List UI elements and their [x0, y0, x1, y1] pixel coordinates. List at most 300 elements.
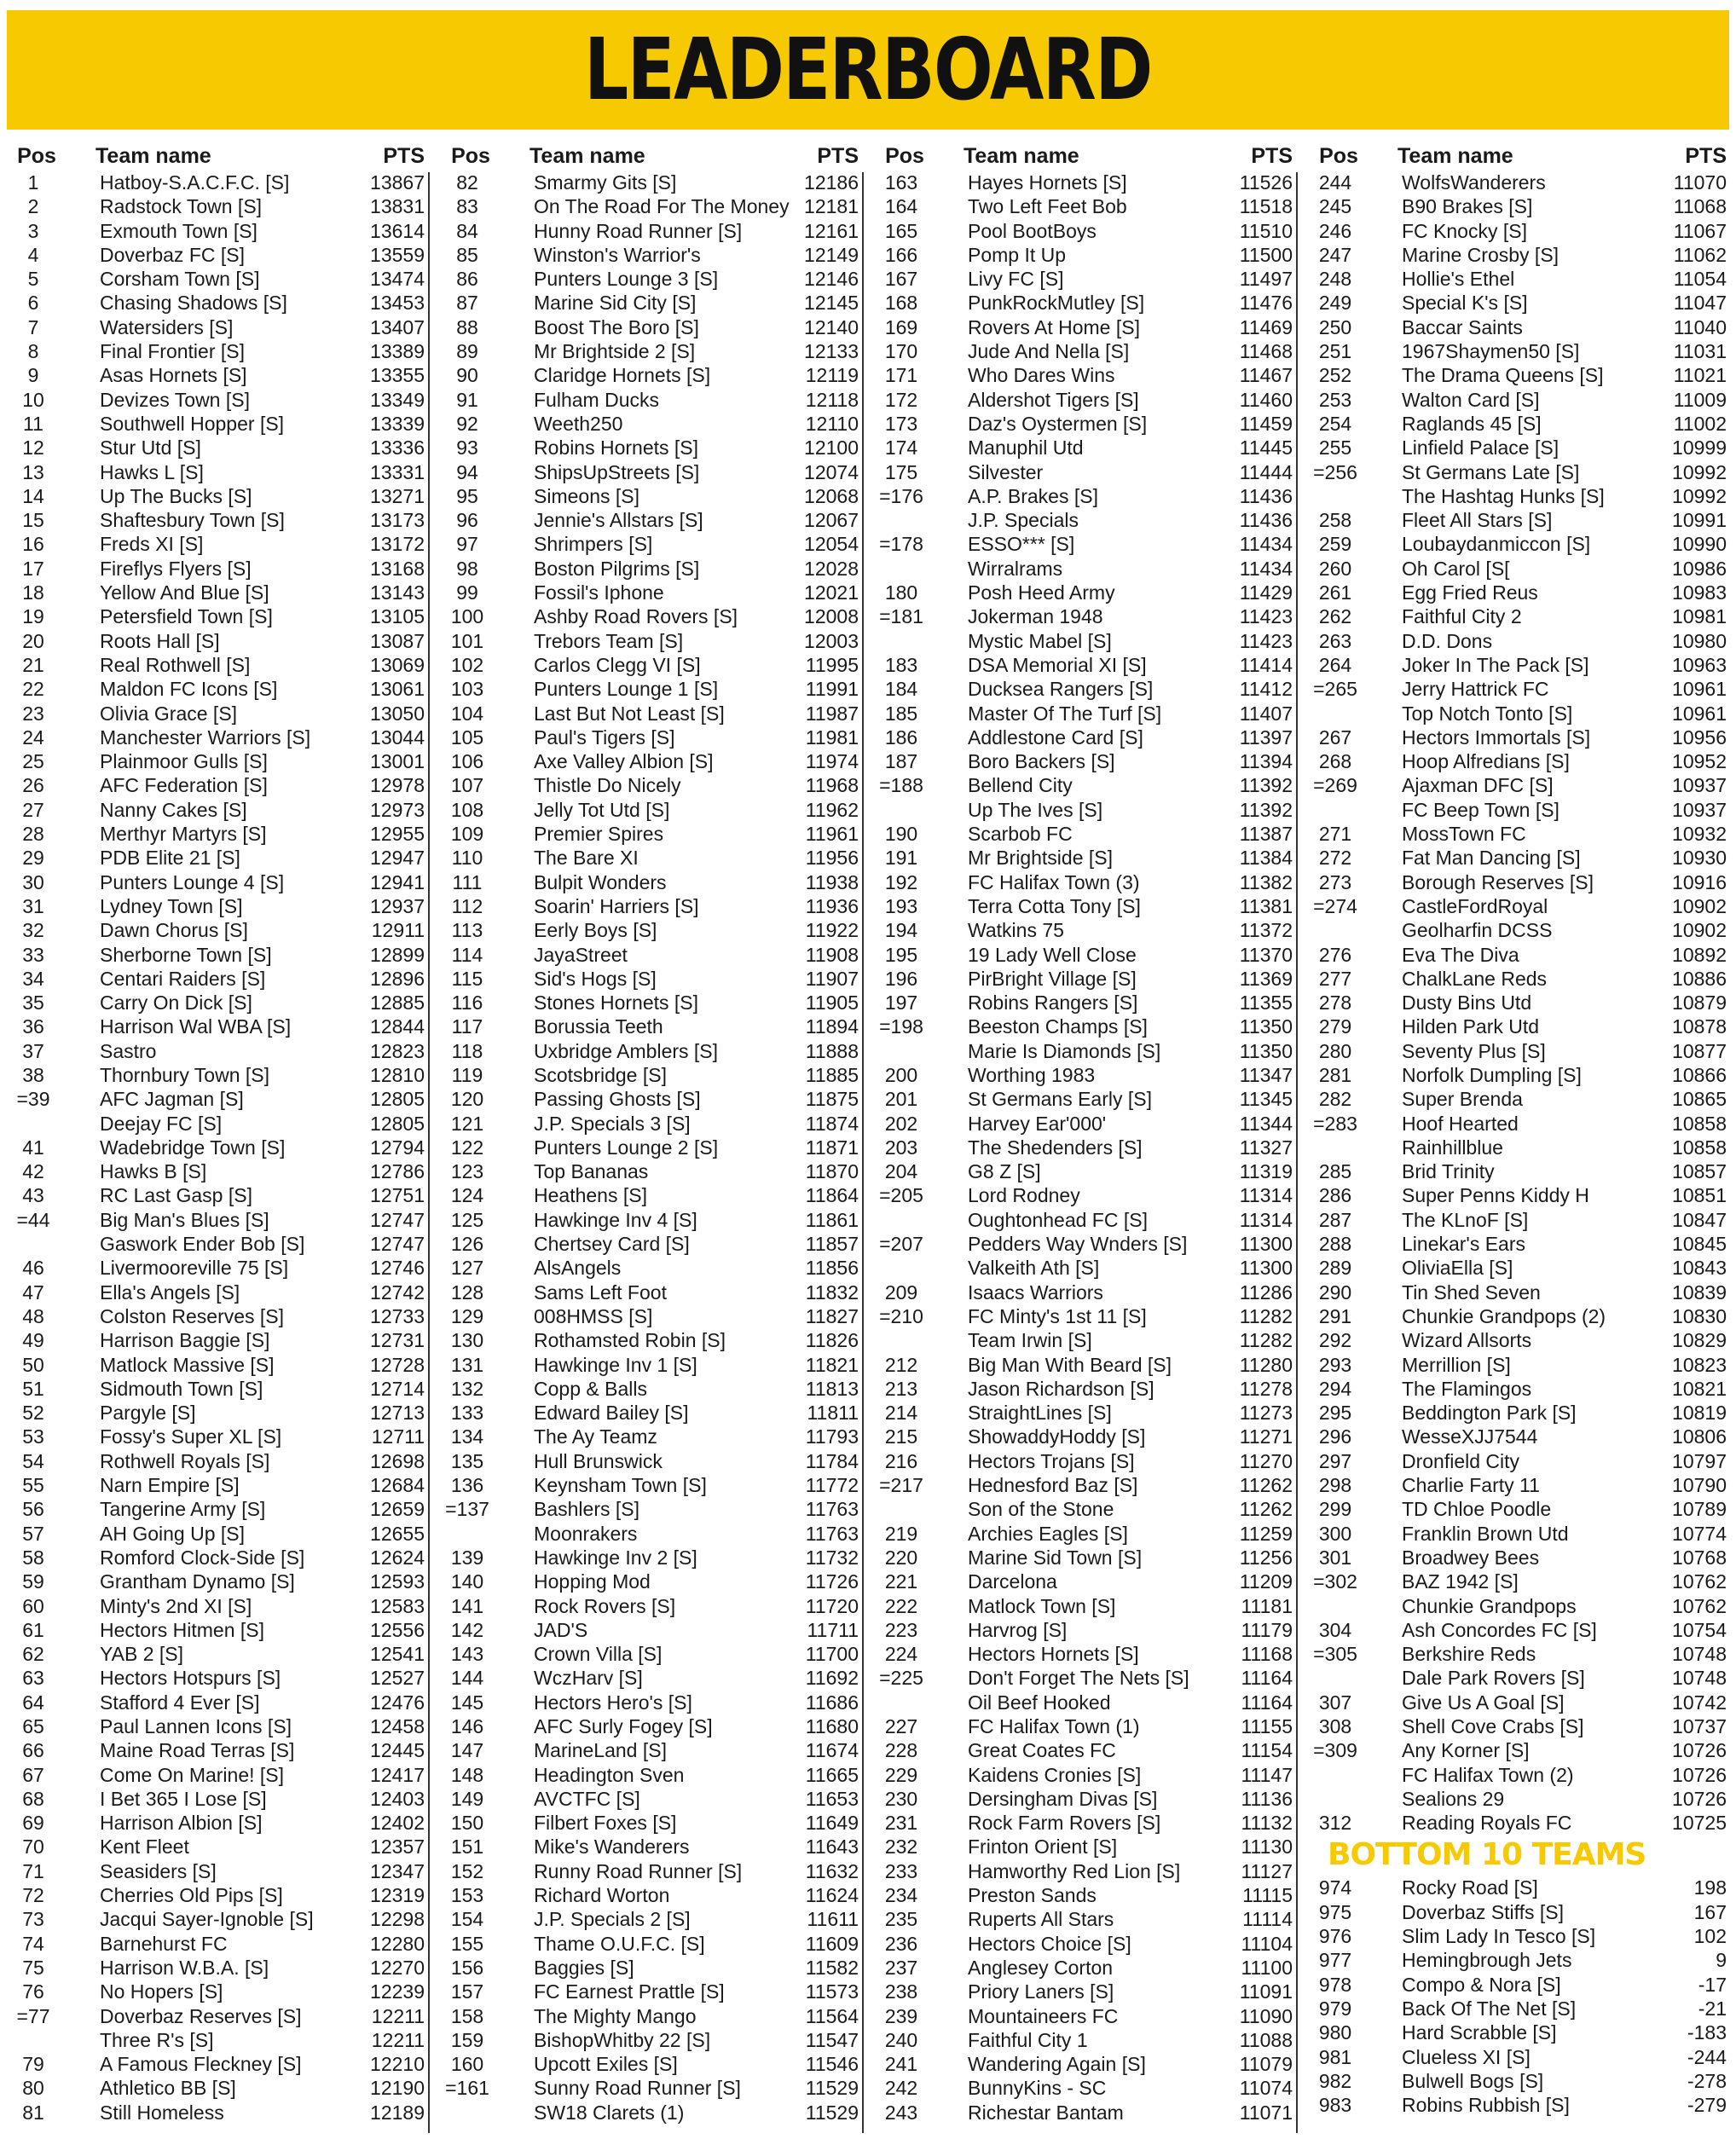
row-team-name: Worthing 1983	[968, 1063, 1096, 1086]
row-pos: 61	[22, 1618, 44, 1641]
row-pos: 276	[1318, 943, 1352, 966]
table-row	[1302, 557, 1736, 581]
row-pos: 239	[884, 2004, 918, 2027]
table-row	[1302, 2069, 1736, 2093]
row-team-name: St Germans Late [S]	[1402, 460, 1580, 483]
row-team-name: Boston Pilgrims [S]	[534, 557, 700, 580]
row-team-name: Posh Heed Army	[968, 581, 1115, 604]
row-team-name: Sastro	[100, 1039, 157, 1062]
row-team-name: JayaStreet	[534, 943, 628, 966]
row-pos: =217	[879, 1474, 923, 1497]
row-pos: 71	[22, 1859, 44, 1882]
row-pts: 12270	[370, 1956, 425, 1979]
row-pts: 10937	[1672, 798, 1727, 821]
row-pos: 141	[450, 1594, 484, 1617]
row-team-name: The KLnoF [S]	[1402, 1208, 1529, 1231]
row-team-name: Hednesford Baz [S]	[968, 1474, 1138, 1497]
row-pts: 10983	[1672, 581, 1727, 604]
row-pos: =178	[879, 533, 923, 556]
table-row	[0, 773, 435, 797]
row-pos: 258	[1318, 509, 1352, 532]
row-pos: 241	[884, 2053, 918, 2076]
row-team-name: Merthyr Martyrs [S]	[100, 823, 267, 846]
row-pts: 11922	[805, 919, 859, 942]
table-row	[0, 991, 435, 1015]
row-pts: 13143	[370, 581, 425, 604]
row-team-name: PirBright Village [S]	[968, 967, 1137, 990]
row-team-name: Aldershot Tigers [S]	[968, 388, 1139, 411]
row-pts: 11079	[1239, 2053, 1293, 2076]
table-row	[0, 604, 435, 628]
row-pos: 66	[22, 1739, 44, 1762]
row-team-name: Two Left Feet Bob	[968, 195, 1127, 218]
row-pos: 287	[1318, 1208, 1352, 1231]
row-team-name: Nanny Cakes [S]	[100, 798, 247, 821]
row-pts: 10991	[1672, 509, 1727, 532]
table-row	[1302, 1281, 1736, 1304]
row-pos: 122	[450, 1136, 484, 1159]
row-pts: 11009	[1673, 388, 1727, 411]
row-pos: =77	[16, 2004, 50, 2027]
row-pts: 12885	[370, 991, 425, 1015]
table-row	[868, 726, 1303, 749]
table-row	[868, 1112, 1303, 1136]
row-pts: 12119	[805, 364, 859, 387]
row-pos: 81	[22, 2101, 44, 2124]
row-team-name: Rothwell Royals [S]	[100, 1449, 270, 1472]
row-team-name: Pool BootBoys	[968, 219, 1097, 242]
row-pos: 195	[884, 943, 918, 966]
row-pos: 172	[884, 388, 918, 411]
row-team-name: Joker In The Pack [S]	[1402, 653, 1589, 676]
row-pos: 75	[22, 1956, 44, 1979]
row-pos: =256	[1313, 460, 1357, 483]
row-pts: 11209	[1239, 1570, 1293, 1593]
row-pos: 13	[22, 460, 44, 483]
page-title: LEADERBOARD	[584, 20, 1152, 119]
row-pos: 298	[1318, 1474, 1352, 1497]
row-team-name: Wadebridge Town [S]	[100, 1136, 286, 1159]
row-pts: 12210	[370, 2053, 425, 2076]
table-row	[434, 1328, 869, 1352]
table-row	[868, 1401, 1303, 1425]
row-team-name: Hunny Road Runner [S]	[534, 219, 743, 242]
row-pos: =205	[879, 1184, 923, 1207]
row-team-name: Ruperts All Stars	[968, 1908, 1114, 1931]
row-pos: 33	[22, 943, 44, 966]
row-pos: 123	[450, 1160, 484, 1183]
row-team-name: Harrison Albion [S]	[100, 1812, 263, 1835]
table-row	[0, 436, 435, 460]
row-pos: 214	[884, 1402, 918, 1425]
table-row	[1302, 581, 1736, 604]
row-pos: 236	[884, 1932, 918, 1955]
row-pos: 117	[451, 1015, 483, 1038]
row-pos: 31	[22, 894, 44, 917]
row-team-name: MossTown FC	[1402, 823, 1526, 846]
table-row	[1302, 1876, 1736, 1899]
table-row	[0, 1473, 435, 1497]
row-pts: 11412	[1239, 678, 1293, 701]
row-pos: 63	[22, 1667, 44, 1690]
row-team-name: Three R's [S]	[100, 2028, 214, 2051]
row-pos: 87	[456, 292, 478, 315]
table-row	[434, 1063, 869, 1087]
table-row	[0, 1497, 435, 1521]
row-pos: 133	[450, 1402, 484, 1425]
table-row	[1302, 1063, 1736, 1087]
row-pos: 175	[884, 460, 918, 483]
row-pts: 11168	[1241, 1643, 1293, 1666]
table-row	[1302, 1666, 1736, 1690]
row-pos: 46	[22, 1257, 44, 1280]
table-row	[868, 967, 1303, 991]
row-pts: 11885	[805, 1063, 859, 1086]
row-team-name: J.P. Specials	[968, 509, 1079, 532]
row-pts: 11147	[1241, 1763, 1293, 1786]
row-pos: 234	[884, 1884, 918, 1907]
row-team-name: Pargyle [S]	[100, 1402, 196, 1425]
column-divider	[428, 172, 430, 2133]
row-team-name: Isaacs Warriors	[968, 1281, 1103, 1304]
row-team-name: Lord Rodney	[968, 1184, 1080, 1207]
row-team-name: Egg Fried Reus	[1402, 581, 1538, 604]
row-pts: 11262	[1239, 1498, 1293, 1521]
row-pts: 11497	[1239, 268, 1293, 291]
row-pos: 213	[884, 1377, 918, 1400]
table-row	[434, 1039, 869, 1063]
row-pos: =283	[1313, 1112, 1357, 1135]
table-row	[868, 1859, 1303, 1883]
row-team-name: Petersfield Town [S]	[100, 605, 273, 628]
row-team-name: Hamworthy Red Lion [S]	[968, 1859, 1181, 1882]
row-team-name: St Germans Early [S]	[968, 1088, 1153, 1111]
row-team-name: Ella's Angels [S]	[100, 1281, 240, 1304]
header-pts: PTS	[817, 144, 859, 168]
table-row	[434, 2101, 869, 2125]
table-row	[434, 1618, 869, 1642]
row-pts: 12145	[804, 292, 859, 315]
row-pos: 38	[22, 1063, 44, 1086]
table-row	[868, 1473, 1303, 1497]
row-team-name: Back Of The Net [S]	[1402, 1997, 1577, 2020]
row-pos: 67	[22, 1763, 44, 1786]
table-row	[434, 2004, 869, 2028]
row-team-name: Passing Ghosts [S]	[534, 1088, 701, 1111]
row-pos: 91	[456, 388, 478, 411]
row-pos: 59	[22, 1570, 44, 1593]
row-pts: 11518	[1239, 195, 1293, 218]
row-pos: 104	[450, 702, 484, 725]
row-team-name: The Drama Queens [S]	[1402, 364, 1604, 387]
row-pos: 132	[450, 1377, 484, 1400]
title-banner	[7, 10, 1729, 130]
table-row	[434, 991, 869, 1015]
row-team-name: Punters Lounge 3 [S]	[534, 268, 719, 291]
table-row	[868, 1956, 1303, 1980]
row-pts: 11127	[1241, 1859, 1293, 1882]
row-team-name: Frinton Orient [S]	[968, 1835, 1118, 1859]
row-pts: 10963	[1672, 653, 1727, 676]
row-pos: 57	[22, 1522, 44, 1545]
row-pos: 229	[884, 1763, 918, 1786]
row-pts: 11344	[1239, 1112, 1293, 1135]
row-pos: =188	[879, 774, 923, 797]
row-pos: 97	[456, 533, 478, 556]
row-pts: 13050	[370, 702, 425, 725]
row-pos: 86	[456, 268, 478, 291]
table-row	[0, 1932, 435, 1956]
table-row	[1302, 1087, 1736, 1111]
row-pts: 11905	[805, 991, 859, 1015]
table-row	[1302, 243, 1736, 267]
row-team-name: AH Going Up [S]	[100, 1522, 246, 1545]
row-team-name: Son of the Stone	[968, 1498, 1114, 1521]
row-pts: 11002	[1673, 412, 1727, 435]
table-row	[434, 1956, 869, 1980]
table-row	[434, 1787, 869, 1811]
row-pts: 10725	[1672, 1812, 1727, 1835]
row-team-name: Sunny Road Runner [S]	[534, 2077, 741, 2100]
row-team-name: The Flamingos	[1402, 1377, 1532, 1400]
row-pts: 11856	[805, 1257, 859, 1280]
row-pts: 10843	[1672, 1257, 1727, 1280]
row-pts: 11273	[1239, 1402, 1293, 1425]
row-team-name: Matlock Massive [S]	[100, 1353, 275, 1376]
row-team-name: Hectors Choice [S]	[968, 1932, 1131, 1955]
table-row	[0, 1401, 435, 1425]
leaderboard-column-4	[1302, 142, 1736, 2117]
row-pos: =207	[879, 1233, 923, 1256]
row-pos: 286	[1318, 1184, 1352, 1207]
row-team-name: Doverbaz FC [S]	[100, 243, 245, 266]
table-row	[434, 1666, 869, 1690]
row-pos: 43	[22, 1184, 44, 1207]
table-row	[0, 171, 435, 194]
table-row	[434, 1401, 869, 1425]
header-team-name: Team name	[1397, 144, 1513, 168]
table-row	[434, 363, 869, 387]
row-pts: 11784	[805, 1449, 859, 1472]
column-header	[868, 142, 1303, 171]
row-pts: 10932	[1672, 823, 1727, 846]
row-pts: 11894	[805, 1015, 859, 1038]
table-row	[434, 870, 869, 894]
row-pos: 22	[22, 678, 44, 701]
row-pos: 212	[884, 1353, 918, 1376]
table-row	[868, 1328, 1303, 1352]
table-row	[0, 1328, 435, 1352]
row-team-name: Scarbob FC	[968, 823, 1073, 846]
row-team-name: Baccar Saints	[1402, 315, 1523, 338]
row-pts: 11991	[805, 678, 859, 701]
row-pts: 11467	[1239, 364, 1293, 387]
row-pos: 151	[450, 1835, 484, 1859]
table-row	[868, 1738, 1303, 1762]
table-row	[1302, 436, 1736, 460]
row-pos: 228	[884, 1739, 918, 1762]
table-row	[1302, 1594, 1736, 1618]
table-row	[434, 1087, 869, 1111]
row-pos: 247	[1318, 243, 1352, 266]
row-pts: 12189	[370, 2101, 425, 2124]
row-pos: 32	[22, 919, 44, 942]
row-team-name: I Bet 365 I Lose [S]	[100, 1787, 267, 1810]
row-team-name: J.P. Specials 3 [S]	[534, 1112, 691, 1135]
row-pts: 11772	[805, 1474, 859, 1497]
row-team-name: Jerry Hattrick FC	[1402, 678, 1549, 701]
table-row	[434, 1691, 869, 1714]
table-row	[1302, 339, 1736, 363]
row-team-name: The Shedenders [S]	[968, 1136, 1143, 1159]
row-team-name: Up The Ives [S]	[968, 798, 1103, 821]
row-team-name: Faithful City 1	[968, 2028, 1088, 2051]
row-team-name: StraightLines [S]	[968, 1402, 1112, 1425]
table-row	[434, 1763, 869, 1787]
row-team-name: 19 Lady Well Close	[968, 943, 1137, 966]
row-team-name: Jennie's Allstars [S]	[534, 509, 703, 532]
column-header	[1302, 142, 1736, 171]
row-pts: 11870	[805, 1160, 859, 1183]
row-team-name: Great Coates FC	[968, 1739, 1116, 1762]
row-team-name: Hawkinge Inv 4 [S]	[534, 1208, 697, 1231]
row-team-name: Harvrog [S]	[968, 1618, 1068, 1641]
table-row	[434, 1932, 869, 1956]
row-pos: 235	[884, 1908, 918, 1931]
row-pos: 102	[450, 653, 484, 676]
row-team-name: Yellow And Blue [S]	[100, 581, 269, 604]
row-pts: 12181	[804, 195, 859, 218]
row-team-name: WesseXJJ7544	[1402, 1425, 1538, 1448]
row-team-name: Stafford 4 Ever [S]	[100, 1691, 260, 1714]
row-pos: 95	[456, 484, 478, 507]
table-row	[0, 1835, 435, 1859]
table-row	[868, 894, 1303, 918]
row-team-name: Chertsey Card [S]	[534, 1233, 690, 1256]
row-pts: 12805	[370, 1112, 425, 1135]
row-team-name: Chasing Shadows [S]	[100, 292, 287, 315]
table-row	[0, 1738, 435, 1762]
row-pos: 282	[1318, 1088, 1352, 1111]
row-team-name: Sealions 29	[1402, 1787, 1505, 1810]
row-pos: 252	[1318, 364, 1352, 387]
row-pts: 12698	[370, 1449, 425, 1472]
row-pos: 974	[1318, 1876, 1352, 1899]
row-pos: 163	[884, 171, 918, 194]
table-row	[0, 943, 435, 967]
table-row	[434, 460, 869, 484]
table-row	[868, 1980, 1303, 2003]
row-pos: 112	[451, 894, 483, 917]
row-team-name: Kent Fleet	[100, 1835, 189, 1859]
table-row	[434, 1883, 869, 1907]
row-team-name: Thornbury Town [S]	[100, 1063, 270, 1086]
table-row	[434, 315, 869, 339]
row-pts: 10742	[1672, 1691, 1727, 1714]
row-pos: 272	[1318, 847, 1352, 870]
row-pts: 10726	[1672, 1787, 1727, 1810]
row-pts: 11164	[1241, 1667, 1293, 1690]
row-pts: 11423	[1239, 605, 1293, 628]
table-row	[0, 532, 435, 556]
row-pos: 84	[456, 219, 478, 242]
table-row	[868, 219, 1303, 243]
table-row	[1302, 822, 1736, 846]
row-team-name: Shell Cove Crabs [S]	[1402, 1715, 1584, 1737]
table-row	[434, 2076, 869, 2100]
row-team-name: TD Chloe Poodle	[1402, 1498, 1552, 1521]
row-pos: =305	[1313, 1643, 1357, 1666]
table-row	[1302, 1497, 1736, 1521]
row-team-name: Hectors Immortals [S]	[1402, 726, 1591, 749]
table-row	[0, 894, 435, 918]
table-row	[0, 1232, 435, 1256]
table-row	[868, 1039, 1303, 1063]
row-team-name: The Ay Teamz	[534, 1425, 657, 1448]
row-pos: 186	[884, 726, 918, 749]
row-team-name: Ash Concordes FC [S]	[1402, 1618, 1597, 1641]
table-row	[1302, 1304, 1736, 1328]
row-team-name: Last But Not Least [S]	[534, 702, 725, 725]
row-team-name: A.P. Brakes [S]	[968, 484, 1098, 507]
row-pos: 52	[22, 1402, 44, 1425]
row-pos: 158	[450, 2004, 484, 2027]
row-pos: 185	[884, 702, 918, 725]
table-row	[434, 1304, 869, 1328]
row-pts: 11720	[805, 1594, 859, 1617]
row-pts: 11468	[1239, 340, 1293, 363]
row-team-name: Still Homeless	[100, 2101, 224, 2124]
row-team-name: Robins Rangers [S]	[968, 991, 1138, 1015]
row-pos: 1	[27, 171, 39, 194]
row-team-name: Paul's Tigers [S]	[534, 726, 675, 749]
row-team-name: Copp & Balls	[534, 1377, 647, 1400]
row-pts: 10806	[1672, 1425, 1727, 1448]
row-pts: 11392	[1239, 798, 1293, 821]
row-pos: 98	[456, 557, 478, 580]
row-team-name: Livy FC [S]	[968, 268, 1064, 291]
row-pts: 12751	[370, 1184, 425, 1207]
table-row	[434, 243, 869, 267]
row-pts: 10819	[1672, 1402, 1727, 1425]
table-row	[0, 2052, 435, 2076]
row-team-name: Thame O.U.F.C. [S]	[534, 1932, 705, 1955]
table-row	[868, 702, 1303, 726]
row-pos: 242	[884, 2077, 918, 2100]
row-pts: 12110	[805, 412, 859, 435]
row-pts: 13453	[370, 292, 425, 315]
table-row	[0, 460, 435, 484]
table-row	[1302, 1714, 1736, 1738]
row-team-name: Silvester	[968, 460, 1044, 483]
row-team-name: Paul Lannen Icons [S]	[100, 1715, 292, 1737]
table-row	[434, 1136, 869, 1159]
table-row	[0, 581, 435, 604]
row-pos: 201	[884, 1088, 918, 1111]
row-team-name: Manchester Warriors [S]	[100, 726, 311, 749]
row-pts: 11632	[805, 1859, 859, 1882]
row-pts: 11314	[1239, 1208, 1293, 1231]
row-pts: 10990	[1672, 533, 1727, 556]
row-pts: 10737	[1672, 1715, 1727, 1737]
row-pos: 976	[1318, 1925, 1352, 1948]
table-row	[1302, 604, 1736, 628]
table-row	[1302, 1208, 1736, 1232]
row-pos: 120	[450, 1088, 484, 1111]
table-row	[1302, 1618, 1736, 1642]
table-row	[868, 870, 1303, 894]
table-row	[0, 749, 435, 773]
